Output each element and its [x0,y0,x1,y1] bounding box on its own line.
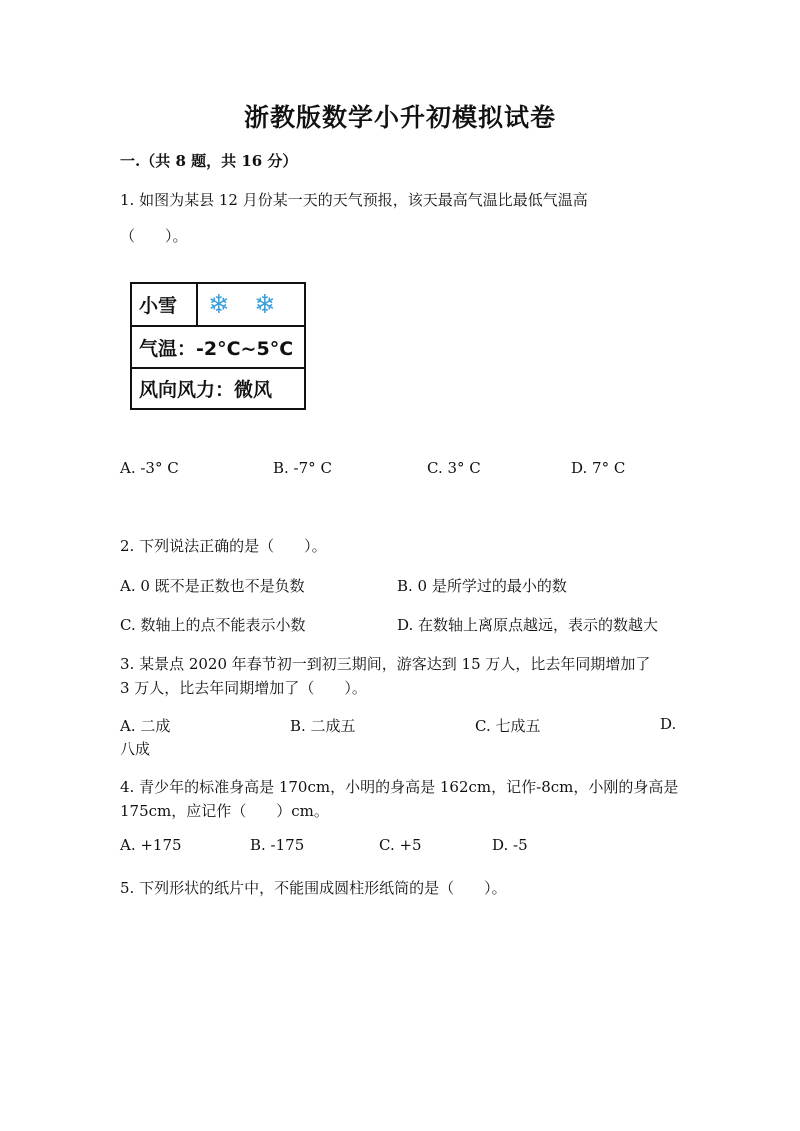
weather-condition-label: 小雪 [139,295,178,317]
question-4-text: 4. 青少年的标准身高是 170cm，小明的身高是 162cm，记作-8cm，小刚的身高是 [120,778,679,796]
question-4-option-d: D. -5 [492,836,528,854]
question-1-option-d: D. 7° C [571,459,626,477]
snowflake-icon: ❄ [254,289,276,320]
question-2-option-a: A. 0 既不是正数也不是负数 [120,577,305,595]
weather-wind-label: 风向风力：微风 [139,379,273,401]
weather-row-temperature [132,327,304,369]
question-1-option-b: B. -7° C [273,459,332,477]
question-2-option-d: D. 在数轴上离原点越远，表示的数越大 [397,616,659,634]
question-4-option-a: A. +175 [120,836,182,854]
question-1-option-c: C. 3° C [427,459,481,477]
question-4-text-cont: 175cm，应记作（ ）cm。 [120,802,329,820]
question-3-option-d-text: 八成 [120,740,151,758]
question-3-option-b: B. 二成五 [290,717,356,735]
weather-row-condition [132,284,304,327]
weather-forecast-card [130,282,306,410]
page-title: 浙教版数学小升初模拟试卷 [243,103,556,132]
question-3-option-a: A. 二成 [120,717,171,735]
question-3-option-d: D. [660,715,677,733]
snowflake-icon: ❄ [208,289,230,320]
section-heading: 一.（共 8 题，共 16 分） [120,152,298,170]
question-4-option-b: B. -175 [250,836,305,854]
question-2-option-b: B. 0 是所学过的最小的数 [397,577,567,595]
question-5-text: 5. 下列形状的纸片中，不能围成圆柱形纸筒的是（ ）。 [120,879,507,897]
question-3-text-cont: 3 万人，比去年同期增加了（ ）。 [120,679,367,697]
question-2-option-c: C. 数轴上的点不能表示小数 [120,616,306,634]
question-4-option-c: C. +5 [379,836,422,854]
weather-temperature-label: 气温：-2°C~5°C [139,337,294,360]
weather-row-wind [132,369,304,408]
question-3-text: 3. 某景点 2020 年春节初一到初三期间，游客达到 15 万人，比去年同期增加了 [120,655,651,673]
question-1-blank: （ ）。 [120,227,188,245]
question-1-option-a: A. -3° C [120,459,179,477]
question-3-option-c: C. 七成五 [475,717,541,735]
question-1-text: 1. 如图为某县 12 月份某一天的天气预报，该天最高气温比最低气温高 [120,191,588,209]
question-2-text: 2. 下列说法正确的是（ ）。 [120,537,327,555]
